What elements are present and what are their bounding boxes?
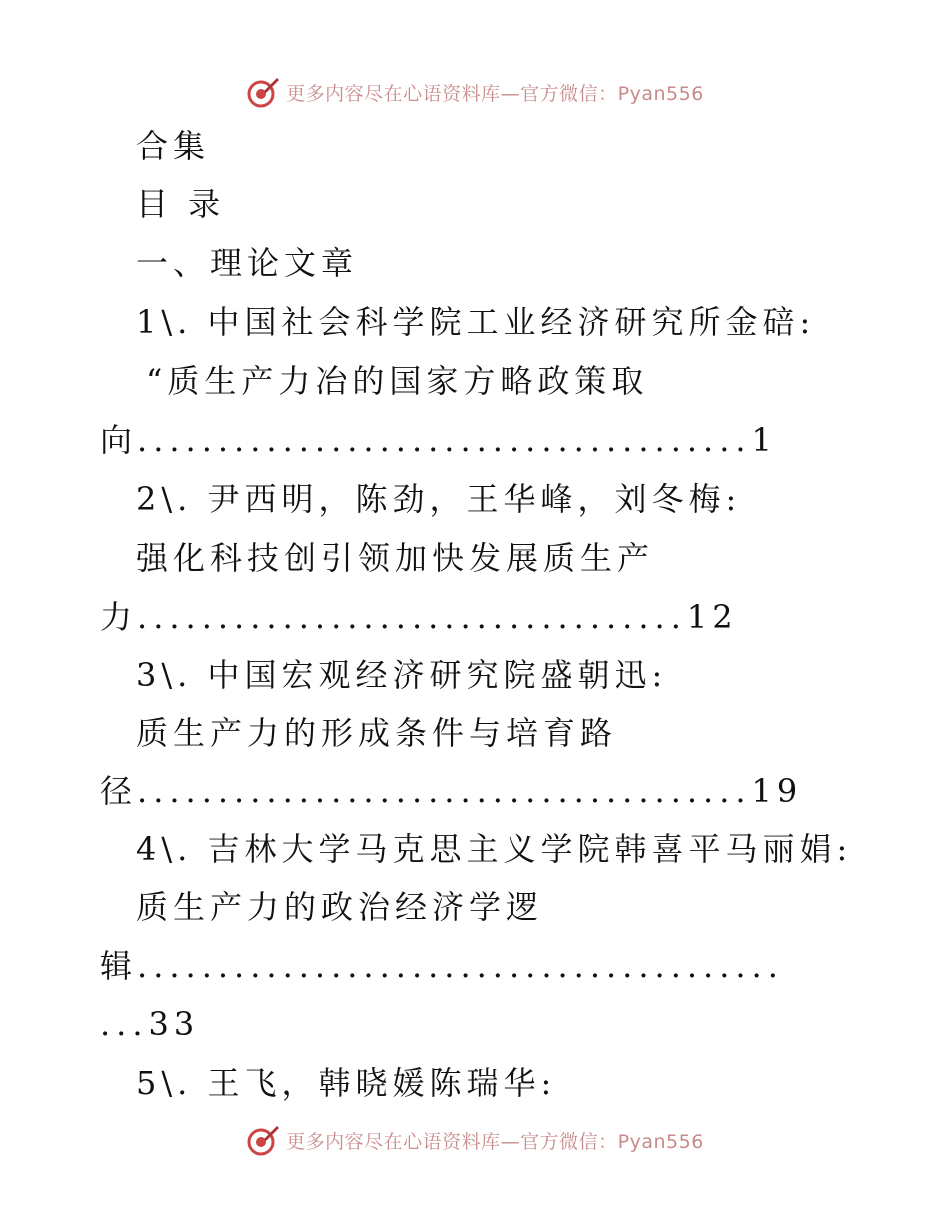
toc-entry-2-title: 强化科技创引领加快发展质生产 <box>136 539 655 577</box>
entry-number: 1\. <box>136 303 193 341</box>
leader-dots: ........................................ <box>137 947 784 985</box>
toc-entry-4-author <box>136 829 852 869</box>
toc-entry-3-title: 质生产力的形成条件与培育路 <box>136 714 618 752</box>
toc-entry-4-page-line[interactable] <box>100 1004 199 1044</box>
toc-entry-1-title: “质生产力冶的国家方略政策取 <box>146 362 649 400</box>
entry-author: 王飞，韩晓媛陈瑞华: <box>207 1064 557 1102</box>
page-number: 12 <box>686 598 738 636</box>
entry-title-tail: 力 <box>100 598 138 636</box>
page-number: 33 <box>148 1005 200 1043</box>
entry-author: 尹西明，陈劲，王华峰，刘冬梅: <box>207 480 742 518</box>
entry-title-tail: 向 <box>100 421 138 459</box>
toc-entry-1-leader[interactable] <box>100 420 777 460</box>
page-number: 19 <box>751 772 803 810</box>
entry-number: 4\. <box>136 830 193 868</box>
entry-author: 吉林大学马克思主义学院韩喜平马丽娟: <box>207 830 853 868</box>
toc-entry-2-leader[interactable] <box>100 597 738 637</box>
toc-entry-4-leader[interactable] <box>100 946 784 986</box>
leader-dots-continued: ... <box>100 1005 149 1043</box>
entry-author: 中国社会科学院工业经济研究所金碚: <box>207 303 816 341</box>
entry-number: 3\. <box>136 656 193 694</box>
toc-entry-1-author <box>136 302 815 342</box>
entry-number: 5\. <box>136 1064 193 1102</box>
leader-dots: ...................................... <box>137 421 752 459</box>
entry-author: 中国宏观经济研究院盛朝迅: <box>207 656 668 694</box>
leader-dots: ...................................... <box>137 772 752 810</box>
toc-entry-5-author <box>136 1063 556 1103</box>
page-number: 1 <box>751 421 777 459</box>
watermark-text: 更多内容尽在心语资料库—官方微信：Pyan556 <box>286 1130 704 1153</box>
toc-entry-3-author <box>136 655 667 695</box>
toc-entry-4-title: 质生产力的政治经济学逻 <box>136 888 544 926</box>
watermark-banner-bottom <box>0 1120 950 1160</box>
document-title: 合集 <box>136 127 211 165</box>
toc-entry-3-leader[interactable] <box>100 771 802 811</box>
watermark-text: 更多内容尽在心语资料库—官方微信：Pyan556 <box>286 82 704 105</box>
entry-title-tail: 辑 <box>100 947 138 985</box>
toc-heading: 目 录 <box>136 185 226 223</box>
quill-seal-icon <box>246 1123 280 1157</box>
entry-title-tail: 径 <box>100 772 138 810</box>
toc-entry-2-author <box>136 479 741 519</box>
section-heading: 一、理论文章 <box>136 244 359 282</box>
entry-number: 2\. <box>136 480 193 518</box>
leader-dots: .................................. <box>137 598 687 636</box>
